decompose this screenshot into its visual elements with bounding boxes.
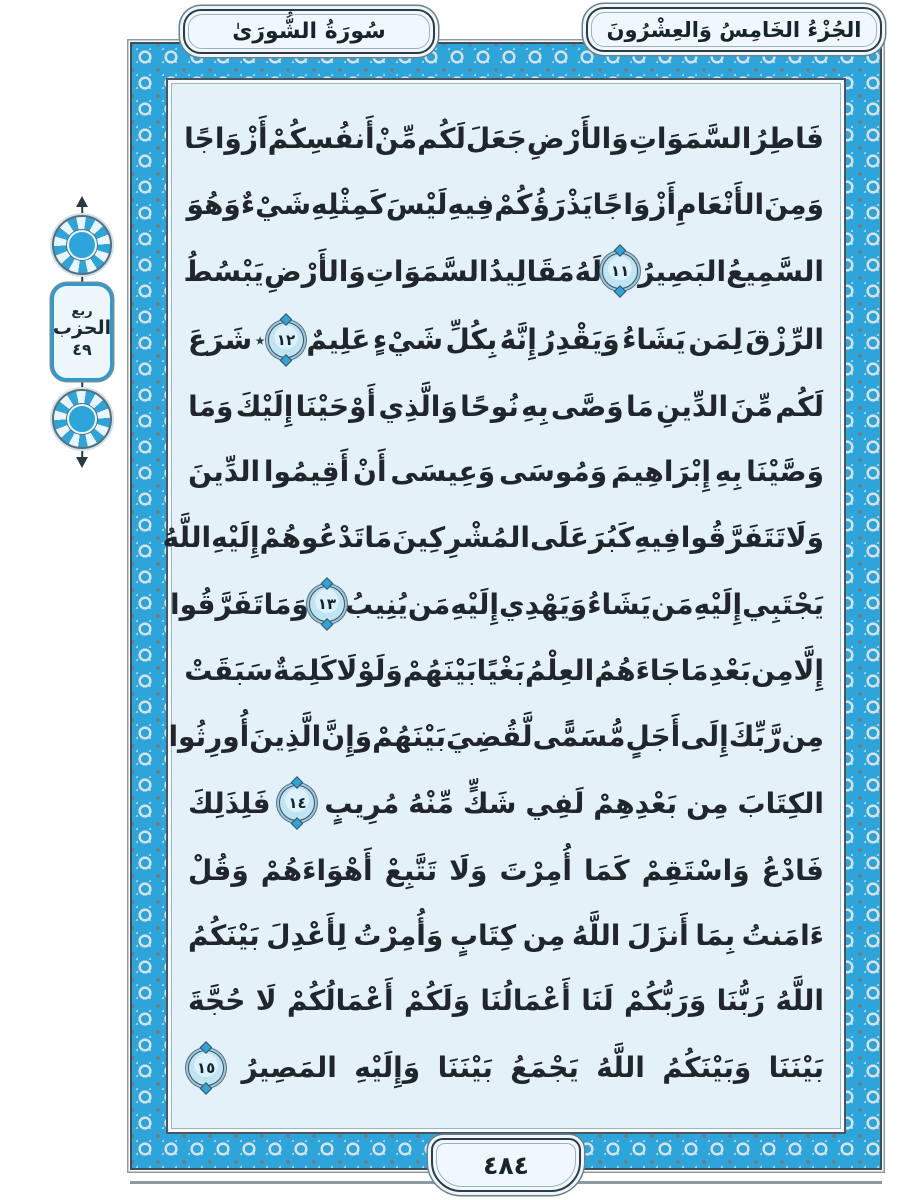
quran-word: مُرِيبٍ [324,786,400,820]
quran-word: وَيَقْدِرُ [539,323,620,356]
quran-word: أَوْحَيْنَا [295,389,377,423]
quran-word: بِمَا [695,918,736,952]
surah-title-text: سُورَةُ الشُّورَىٰ [232,19,386,44]
quran-word: شَيْءٍ [372,323,443,356]
quran-word: مِن [781,719,824,753]
quran-word: أَهْوَاءَهُمْ [260,853,373,887]
quran-word: وَأُمِرْتُ [353,918,444,952]
quran-word: وَصَّى [550,389,624,423]
quran-word: أَزْوَاجًا [592,187,677,221]
quran-word: مَا [625,389,654,423]
quran-word: وَقُلْ [188,853,249,887]
quran-word: فَاطِرُ [751,122,824,156]
arrow-down-icon [76,457,88,468]
quran-word: لَّقُضِيَ [445,719,533,753]
quran-word: إِلَيْهِ [211,520,260,554]
quran-word: شَكٍّ [462,786,517,820]
quran-word: بِهِ [521,389,549,423]
quran-word: أَقِيمُوا [263,455,350,489]
quran-word: مَقَالِيدُ [488,254,575,288]
quran-word: إِلَيْهِ [693,587,743,621]
rosette-ornament-icon [52,215,112,275]
quran-word: إِلَّا [793,654,824,688]
quran-word: لِأَعْدِلَ [266,918,347,952]
quran-word: مَا [680,654,709,688]
quran-word: المُشْرِكِينَ [392,520,530,554]
quran-word: لَكُم [417,122,466,156]
quran-word: كَبُرَ [588,520,634,554]
quran-word: وَعِيسَى [390,455,496,489]
hizb-word-hizb: الحزب [52,317,112,340]
quran-word: وَالَّذِي [378,389,458,423]
quran-word: جَاءَهُمُ [594,654,681,688]
quran-word: كِتَابٍ [449,918,517,952]
quran-word: بَيْنَنَا [768,1051,824,1085]
quran-word: السَّمِيعُ [726,254,824,288]
quran-word: يَشَاءُ [587,587,652,621]
quran-word: فَادْعُ [761,853,824,887]
arrow-up-icon [76,196,88,207]
quran-word: وَرَبُّكُمْ [623,984,707,1018]
quran-text-block [162,84,840,1128]
quran-line [188,854,824,887]
quran-word: اللَّهُ [775,984,824,1018]
quran-word: شَرَعَ [188,323,253,356]
quran-word: حُجَّةَ [188,984,246,1018]
quran-word: بَيْنَهُمْ [402,654,477,688]
quran-word: إِلَيْهِ [450,587,499,621]
quran-word: نُوحًا [460,389,519,423]
quran-word: يُنِيبُ [344,587,408,621]
quran-word: بَيْنَنَا [437,1051,493,1085]
quran-word: عَلِيمٌ [306,323,371,356]
quran-line [183,253,824,289]
quran-word: اللَّهُ [571,918,621,952]
quran-word: لَكُم [775,389,824,423]
quran-word: لَفِي [525,786,585,820]
quran-word: السَّمَوَاتِ [628,122,752,156]
quran-word: أَنفُسِكُمْ [267,122,375,156]
hizb-label-cartouche [51,283,113,381]
quran-word: أَعْمَالُنَا [480,984,571,1018]
quran-line [188,390,824,423]
quran-word: فِيهِ [633,520,681,554]
quran-word: إِلَيْكَ [235,389,294,423]
quran-word: إِلَى [680,719,729,753]
quran-word: وَمِنَ [764,187,824,221]
quran-word: مِّنَ [730,389,773,423]
quran-line [188,785,824,821]
quran-word: فِيهِ [447,187,495,221]
quran-word: يَشَاءُ [622,323,686,356]
quran-word: رَّبِّكَ [728,719,782,753]
quran-word: وَمَا [263,587,309,621]
ayah-number-medallion-icon: ١٤ [279,785,315,821]
quran-word: مِن [522,918,566,952]
hizb-number: ٤٩ [72,340,92,360]
quran-word: أَعْمَالُكُمْ [286,984,394,1018]
quran-line [170,586,824,622]
quran-word: وَاسْتَقِمْ [641,853,750,887]
quran-word: مِّنْهُ [408,786,454,820]
quran-word: مَا [364,520,393,554]
quran-word: تَتَفَرَّقُوا [680,520,786,554]
juz-title-cartouche [586,7,882,52]
quran-word: بَعْدِهِمْ [593,786,678,820]
quran-word: اللَّهُ [162,520,212,554]
quran-word: رَبُّنَا [716,984,766,1018]
quran-line [188,1050,824,1086]
quran-word: البَصِيرُ [638,254,727,288]
quran-line [184,122,824,156]
quran-word: عَلَى [529,520,589,554]
quran-word: وَمُوسَى [499,455,608,489]
quran-word: أَجَلٍ [625,719,681,753]
quran-line [184,654,824,688]
quran-word: ءَامَنتُ [741,918,824,952]
quran-word: لَنَا [581,984,614,1018]
quran-word: وَإِلَيْهِ [354,1051,421,1085]
quran-word: الَّذِينَ [249,719,322,753]
quran-word: أُورِثُوا [168,719,250,753]
hizb-word-rub: ربع [71,303,93,319]
quran-word: وَيَهْدِي [498,587,588,621]
quran-word: مُّسَمًّى [532,719,626,753]
quran-word: بِهِ [714,455,743,489]
quran-word: وَإِنَّ [321,719,373,753]
quran-word: وَالأَرْضِ [526,122,629,156]
quran-word: بَيْنَكُمُ [188,918,260,952]
quran-word: الدِّينَ [188,455,261,489]
quran-word: مَن [651,587,694,621]
quran-word: بَيْنَهُمْ [372,719,446,753]
quran-word: يَبْسُطُ [183,254,264,288]
quran-word: العِلْمُ [524,654,595,688]
ayah-number-medallion-icon: ١٢ [268,322,304,358]
ayah-number-medallion-icon: ١٥ [188,1050,224,1086]
quran-word: جَعَلَ [465,122,527,156]
quran-word: سَبَقَتْ [184,654,274,688]
quran-word: تَفَرَّقُوا [170,587,264,621]
quran-line [188,984,824,1017]
quran-line [188,919,824,952]
quran-word: وَصَّيْنَا [746,455,824,489]
rosette-ornament-icon [52,389,112,449]
quran-word: المَصِيرُ [241,1051,337,1085]
page-number-cartouche [431,1138,581,1192]
quran-word: وَلَا [449,853,488,887]
quran-word: لَهُ [574,254,603,288]
quran-word: إِبْرَاهِيمَ [611,455,711,489]
quran-word: الكِتَابَ [737,786,824,820]
quran-word: مِّنْ [374,122,418,156]
surah-title-cartouche [183,9,435,54]
quran-word: وَالأَرْضِ [263,254,366,288]
quran-word: أُمِرْتَ [499,853,572,887]
quran-word: أَنزَلَ [626,918,689,952]
quran-word: شَيْءٌ [240,187,312,221]
quran-word: بِكُلِّ [445,323,498,356]
ayah-number-medallion-icon: ١١ [602,253,638,289]
quran-word: مِن [686,786,729,820]
quran-line [168,719,824,753]
quran-word: لَيْسَ [385,187,448,221]
quran-word: مَن [407,587,451,621]
quran-word: وَلَوْلَا [336,654,403,688]
quran-line [188,188,824,221]
quran-line [162,520,824,554]
quran-word: أَنْ [353,455,387,489]
quran-line [188,455,824,488]
quran-word: فَلِذَلِكَ [188,786,271,820]
ayah-number-medallion-icon: ١٣ [309,586,345,622]
quran-word: كَلِمَةٌ [273,654,337,688]
juz-title-text: الجُزْءُ الخَامِسُ وَالعِشْرُونَ [606,17,862,42]
quran-word: وَبَيْنَكُمُ [662,1051,752,1085]
quran-word: كَمَا [583,853,630,887]
quran-word: الرِّزْقَ [745,323,824,356]
quran-word: بَعْدِ [708,654,751,688]
rub-el-hizb-star-icon: ٭ [254,327,266,352]
quran-word: كَمِثْلِهِ [311,187,386,221]
quran-word: تَدْعُوهُمْ [259,520,365,554]
quran-word: أَزْوَاجًا [184,122,268,156]
quran-word: يَجْتَبِي [742,587,824,621]
quran-word: وَمَا [188,389,234,423]
quran-word: اللَّهُ [596,1051,645,1085]
page-number-text: ٤٨٤ [483,1150,529,1180]
quran-word: الأَنْعَامِ [676,187,765,221]
quran-word: الدِّينِ [656,389,729,423]
quran-word: بَغْيًا [476,654,525,688]
quran-word: وَلَا [785,520,824,554]
quran-word: يَذْرَؤُكُمْ [494,187,593,221]
quran-word: السَّمَوَاتِ [365,254,489,288]
quran-word: وَهُوَ [186,187,241,221]
quran-word: لِمَن [688,323,743,356]
quran-word: تَتَّبِعْ [384,853,438,887]
quran-word: مِن [751,654,794,688]
quran-word: لَا [255,984,277,1018]
quran-line [188,322,824,358]
ornamental-border-frame [130,42,882,1170]
quran-word: وَلَكُمْ [403,984,471,1018]
quran-word: إِنَّهُ [499,323,537,356]
quran-word: يَجْمَعُ [510,1051,579,1085]
hizb-margin-medallion [36,196,128,468]
